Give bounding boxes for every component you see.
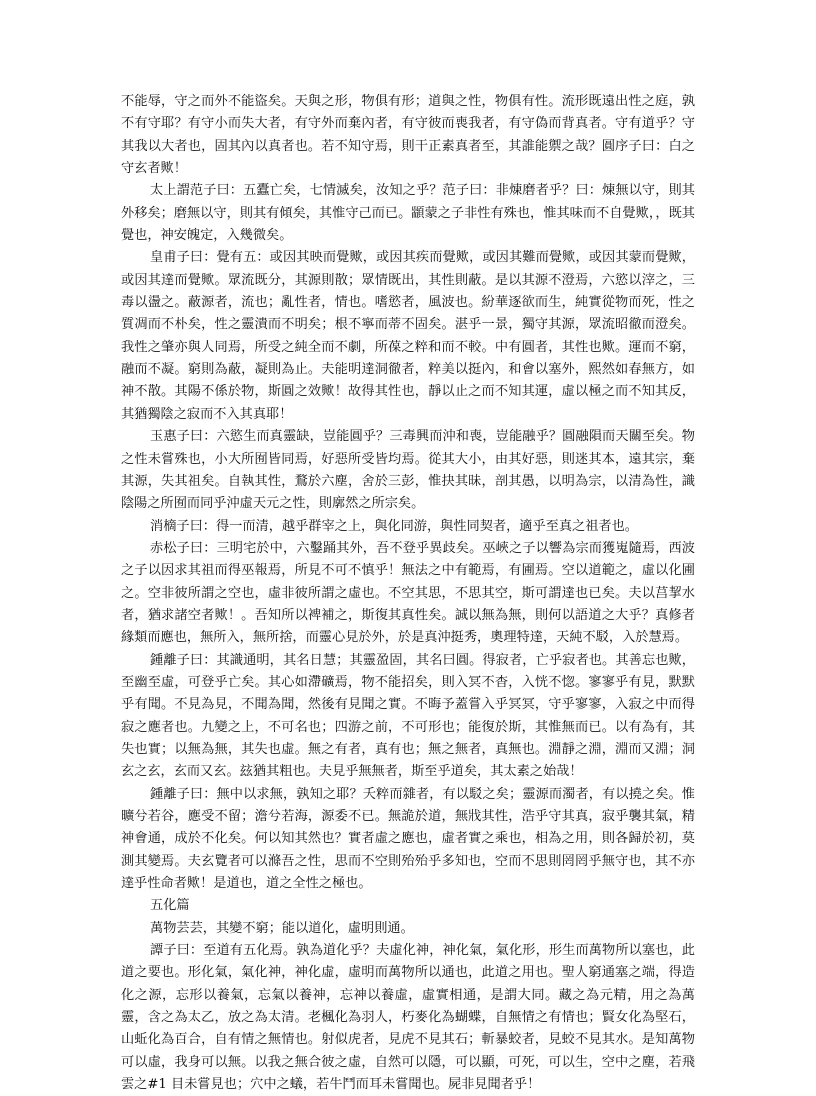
paragraph-6: 赤松子曰：三明宅於中，六鑿踊其外，吾不登乎異歧矣。巫峽之子以響為宗而獲嵬隨焉，西波之子以因求其祖而得巫報焉，所見不可不慎乎！無法之中有範焉，有圃焉。空以道範之，虛以化圃之。空非彼所謂之空也，虛非彼所謂之虛也。不空其思，不思其空，斯可謂達也已矣。夫以莒挈水者，猶求諸空者歟！。吾知所以裨補之，斯復其真性矣。誠以無為無，則何以語道之大乎？真修者緣類而應也，無所入，無所捨，而靈心見於外，於是真沖挺秀，奧理特達，天純不駁，入於慧焉。 — [121, 540, 695, 646]
paragraph-1: 不能辱，守之而外不能盜矣。天與之形，物俱有形；道與之性，物俱有性。流形既遠出性之庭，孰不有守耶？有守小而失大者，有守外而棄內者，有守彼而喪我者，有守偽而背真者。守有道乎？守其我以大者也，固其內以真者也。若不知守焉，則干正素真者至，其誰能禦之哉？圓序子曰：白之守玄者歟！ — [121, 94, 695, 177]
document-page — [121, 91, 695, 1096]
paragraph-5: 消樀子曰：得一而清，越乎群宰之上，與化同游，與性同契者，適乎至真之祖者也。 — [150, 518, 638, 534]
section-epigraph: 萬物芸芸，其變不窮；能以道化，虛明則通。 — [150, 920, 414, 936]
paragraph-2: 太上謂范子曰：五蠹亡矣，七情滅矣，汝知之乎？范子曰：非煉磨者乎？曰：煉無以守，則其外移矣；磨無以守，則其有傾矣，其惟守己而已。顓蒙之子非性有殊也，惟其味而不自覺歟，，既其覺也，神安魄定，入幾微矣。 — [121, 183, 695, 244]
paragraph-4: 玉惠子曰：六慾生而真靈缺，豈能圓乎？三毒興而沖和喪，豈能融乎？圓融隕而天關至矣。物之性未嘗殊也，小大所囿皆同焉，好惡所受皆均焉。從其大小，由其好惡，則迷其本，遠其宗，棄其源，失其祖矣。自執其性，鶩於六塵，舍於三彭，惟抉其昧，剖其愚，以明為宗，以清為性，識陰陽之所囿而同乎沖虛天元之性，則廓然之所宗矣。 — [121, 429, 695, 512]
section-heading: 五化篇 — [150, 898, 190, 914]
paragraph-9: 譚子曰：至道有五化焉。孰為道化乎？夫虛化神，神化氣，氣化形，形生而萬物所以塞也，此道之要也。形化氣，氣化神，神化虛，虛明而萬物所以通也，此道之用也。聖人窮通塞之端，得造化之源，忘形以養氣，忘氣以養神，忘神以養虛，虛實相通，是謂大同。藏之為元精，用之為萬靈，含之為太乙，放之為太清。老楓化為羽人，朽麥化為蝴蝶，自無情之有情也；賢女化為堅石，山蚯化為百合，自有情之無情也。射似虎者，見虎不見其石；斬暴蛟者，見蛟不見其水。是知萬物可以虛，我身可以無。以我之無合彼之虛，自然可以隱，可以顯，可死，可以生，空中之塵，若飛雲之#1 目未嘗見也；穴中之蟻，若牛鬥而耳未嘗聞也。屍非見聞者乎！ — [121, 943, 695, 1093]
paragraph-3: 皇甫子曰：覺有五：或因其映而覺歟，或因其疾而覺歟，或因其難而覺歟，或因其蒙而覺歟，或因其達而覺歟。眾流既分，其源則散；眾情既出，其性則蔽。是以其源不澄焉，六慾以滓之，三毒以盪之。蔽源者，流也；亂性者，情也。嗜慾者，風波也。紛華逐欲而生，純實從物而死，性之質凋而不朴矣，性之靈潰而不明矣；根不寧而蒂不固矣。湛乎一景，獨守其源，眾流昭徹而澄矣。我性之肇亦與人同焉，所受之純全而不劇，所葆之粹和而不較。中有圓者，其性也歟。運而不窮，融而不凝。窮則為蔽，凝則為止。夫能明達洞徹者，粹美以挺內，和會以塞外，熙然如春無方，如神不散。其陽不係於物，斯圓之效歟！故得其性也，靜以止之而不知其運，虛以極之而不知其反，其猶獨陰之寂而不入其真耶！ — [121, 250, 695, 422]
paragraph-8: 鍾離子曰：無中以求無，孰知之耶？夭粹而雜者，有以駁之矣；靈源而濁者，有以撓之矣。惟曠兮若谷，應受不留；澹兮若海，源委不已。無詭於道，無戕其性，浩乎守其真，寂乎襲其氣，精神會通，成於不化矣。何以知其然也？實者虛之應也，虛者實之乘也，相為之用，則各歸於初，莫測其變焉。夫玄覽者可以滌吾之性，思而不空則殆殆乎多知也，空而不思則罔罔乎無守也，其不亦達乎性命者歟！是道也，道之全性之極也。 — [121, 786, 695, 892]
paragraph-7: 鍾離子曰：其識通明，其名日慧；其靈盈固，其名曰圓。得寂者，亡乎寂者也。其善忘也歟，至幽至虛，可登乎亡矣。其心如滯礦焉，物不能招矣，則入冥不杳，入恍不惚。寥寥乎有見，默默乎有聞。不見為見，不聞為聞，然後有見聞之實。不晦予蓋嘗入乎冥冥，守乎寥寥，入寂之中而得寂之應者也。九變之上，不可名也；四游之前，不可形也；能復於斯，其惟無而已。以有為有，其失也實；以無為無，其失也虛。無之有者，真有也；無之無者，真無也。淵靜之淵，淵而又淵；洞玄之玄，玄而又玄。玆猶其粗也。夫見乎無無者，斯至乎道矣，其太素之始哉！ — [121, 652, 695, 780]
